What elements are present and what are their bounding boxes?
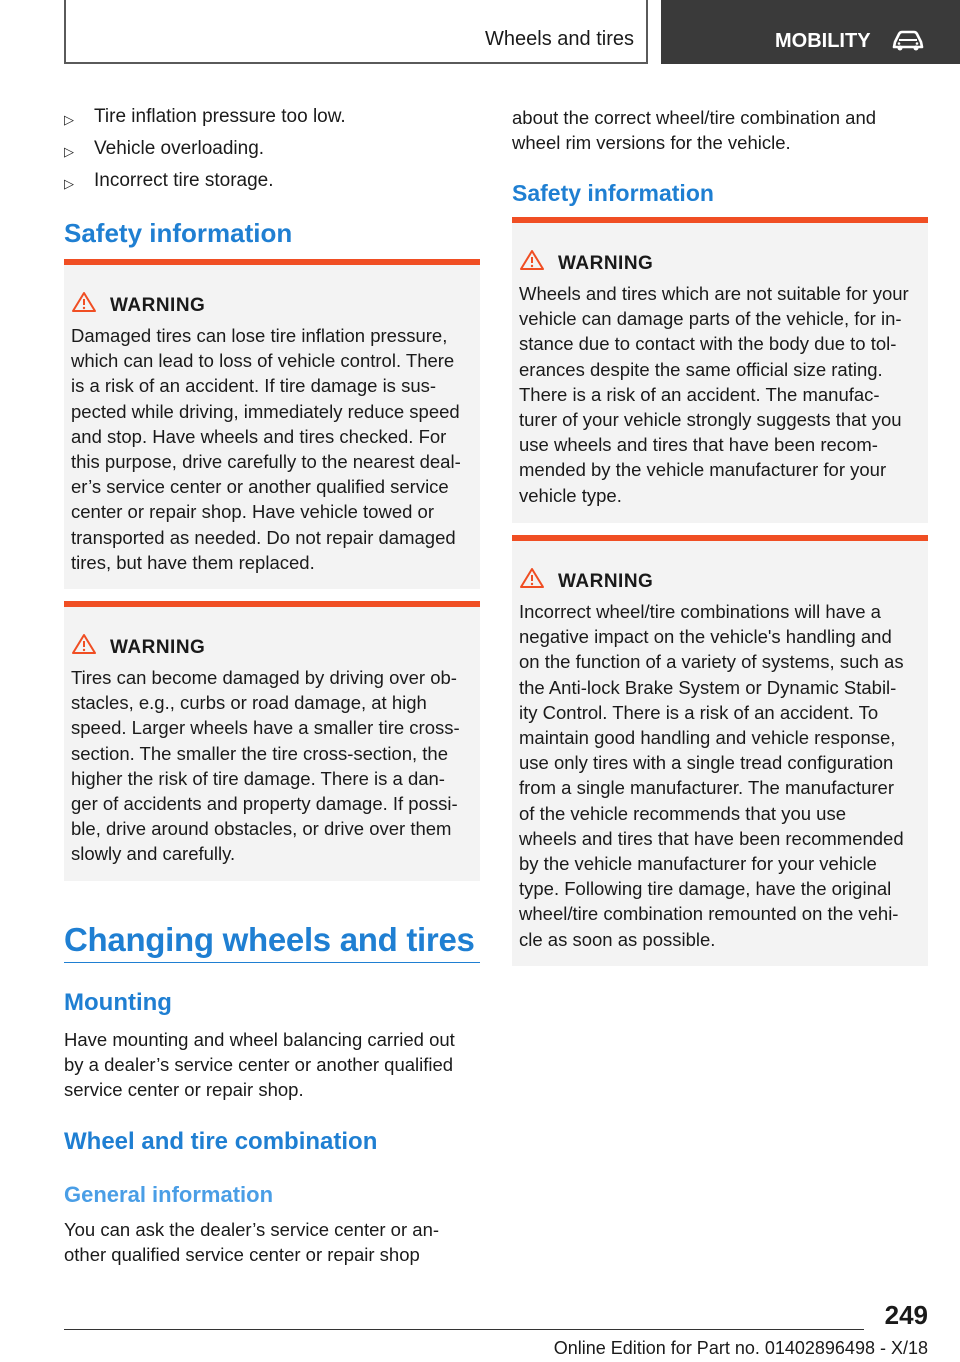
warning-text: Wheels and tires which are not suitable for your vehicle can damage parts of the vehicle, for in- stance due to contact with the body due to tol- erances despite the same official size rating. There is a risk of an accident. The manufac- turer of your vehicle strongly suggests that you use wheels and tires that have been recom- mended by the vehicle manufacturer for your vehicle type. (519, 283, 909, 506)
warning-box (512, 217, 928, 523)
safety-heading: Safety information (64, 218, 293, 248)
warning-triangle-icon (71, 633, 97, 655)
car-icon (891, 30, 925, 52)
general-info-heading: General information (64, 1182, 274, 1207)
warning-text: Damaged tires can lose tire inflation pressure, which can lead to loss of vehicle control. There is a risk of an accident. If tire damage is sus- pected while driving, immediately reduce speed and stop. Have wheels and tires checked. For this purpose, drive carefully to the nearest deal- er’s service center or another qualified service center or repair shop. Have vehicle towed or transported as needed. Do not repair damaged tires, but have them replaced. (71, 325, 461, 573)
safety-heading: Safety information (512, 180, 714, 206)
heading-rule (64, 962, 480, 963)
combination-heading: Wheel and tire combination (64, 1128, 378, 1155)
mounting-heading: Mounting (64, 989, 172, 1016)
continued-text: about the correct wheel/tire combination and wheel rim versions for the vehicle. (512, 107, 877, 154)
footer-rule (64, 1329, 864, 1330)
mounting-text: Have mounting and wheel balancing carried out by a dealer’s service center or another qualified service center or repair shop. (64, 1029, 455, 1101)
edition-text: Online Edition for Part no. 01402896498 - X/18 (553, 1338, 928, 1358)
general-info-text: You can ask the dealer’s service center or an- other qualified service center or repair shop (64, 1219, 440, 1266)
warning-text: Tires can become damaged by driving over ob- stacles, e.g., curbs or road damage, at high speed. Larger wheels have a smaller tire cross- section. The smaller the tire cross-section, the higher the risk of tire damage. There is a dan- ger of accidents and property damage. If possi- ble, drive around obstacles, or drive over them slowly and carefully. (71, 667, 460, 865)
chapter-tab (661, 0, 960, 64)
section-title: Wheels and tires (485, 28, 634, 50)
header-section-box (64, 0, 648, 64)
triangle-bullet-icon: ▷ (64, 176, 74, 191)
warning-triangle-icon (519, 249, 545, 271)
warning-box (64, 601, 480, 881)
warning-box (64, 259, 480, 589)
warning-title: WARNING (110, 295, 206, 316)
main-heading: Changing wheels and tires (64, 921, 475, 958)
triangle-bullet-icon: ▷ (64, 144, 74, 159)
warning-triangle-icon (519, 567, 545, 589)
warning-title: WARNING (558, 253, 654, 274)
warning-text: Incorrect wheel/tire combinations will have a negative impact on the vehicle's handling and on the function of a variety of systems, such as the Anti-lock Brake System or Dynamic Stabil- ity Control. There is a risk of an accident. To maintain good handling and vehicle response, use only tires with a single tread configuration from a single manufacturer. The manufacturer of the vehicle recommends that you use wheels and tires that have been recommended by the vehicle manufacturer for your vehicle type. Following tire damage, have the original wheel/tire combination remounted on the vehi- cle as soon as possible. (519, 601, 904, 950)
warning-box (512, 535, 928, 966)
chapter-title: MOBILITY (775, 30, 871, 52)
warning-title: WARNING (110, 637, 206, 658)
warning-title: WARNING (558, 571, 654, 592)
triangle-bullet-icon: ▷ (64, 112, 74, 127)
warning-triangle-icon (71, 291, 97, 313)
page-number: 249 (884, 1300, 928, 1330)
